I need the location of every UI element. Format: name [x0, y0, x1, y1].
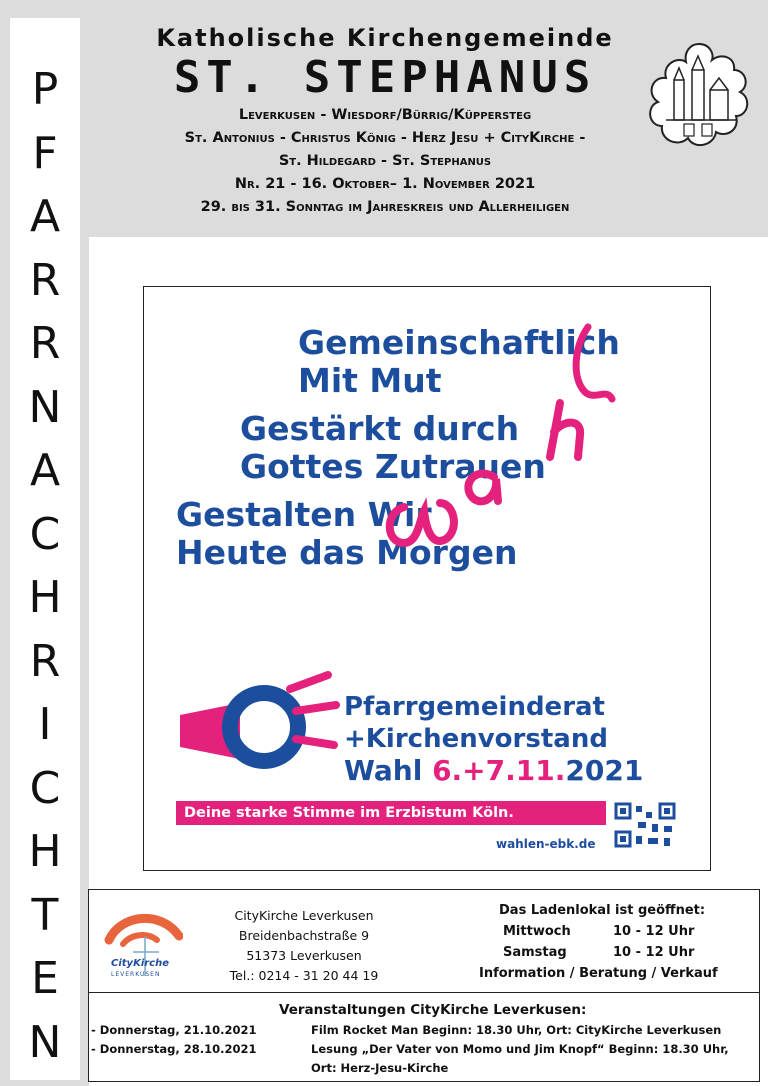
side-letter: N	[28, 1016, 62, 1068]
sunday-line: 29. bis 31. Sonntag im Jahreskreis und Allerheiligen	[200, 199, 570, 215]
church-name: ST. STEPHANUS	[173, 52, 597, 103]
side-letter: E	[31, 953, 59, 1004]
election-poster	[143, 286, 711, 871]
side-letter: R	[29, 635, 61, 687]
parish-label: Katholische Kirchengemeinde	[156, 24, 614, 52]
slogan-bar: Deine starke Stimme im Erzbistum Köln.	[176, 801, 606, 825]
address-street: Breidenbachstraße 9	[238, 928, 370, 943]
churches-line-2: St. Hildegard - St. Stephanus	[278, 153, 492, 169]
side-letter: C	[29, 762, 61, 814]
side-letter: T	[31, 889, 59, 941]
election-title	[344, 691, 643, 787]
side-letter: H	[28, 826, 62, 877]
wahl-year: 2021	[565, 754, 644, 787]
masthead	[90, 18, 680, 219]
election-date-line	[344, 755, 643, 787]
pgr-line-1: Pfarrgemeinderat	[344, 692, 605, 722]
side-letter: N	[28, 381, 62, 433]
side-title	[10, 18, 80, 1080]
address-city: 51373 Leverkusen	[246, 948, 362, 963]
shop-day-2: Samstag	[503, 945, 567, 960]
citykirche-logo-name: CityKirche	[111, 958, 170, 969]
wahl-date: 6.+7.11.	[432, 754, 566, 787]
slogan-line-6: Heute das Morgen	[176, 533, 518, 572]
side-letter: R	[29, 318, 61, 369]
parish-logo-icon	[644, 40, 754, 158]
pgr-line-2: +Kirchenvorstand	[344, 724, 608, 754]
events-title: Veranstaltungen CityKirche Leverkusen:	[279, 1002, 587, 1018]
side-letter: R	[29, 254, 61, 306]
address-phone: Tel.: 0214 - 31 20 44 19	[229, 968, 379, 983]
location-line: Leverkusen - Wiesdorf/Bürrig/Küppersteg	[238, 107, 532, 123]
address-name: CityKirche Leverkusen	[234, 908, 374, 923]
side-letter: I	[38, 699, 52, 750]
issue-line: Nr. 21 - 16. Oktober– 1. November 2021	[234, 176, 536, 192]
event-text-2: Lesung „Der Vater von Momo und Jim Knopf“ Beginn: 18.30 Uhr,	[311, 1042, 729, 1056]
side-letter: A	[29, 191, 61, 242]
citykirche-logo-icon	[103, 906, 183, 978]
shop-note: Information / Beratung / Verkauf	[479, 966, 718, 981]
side-letter: F	[32, 127, 58, 179]
side-letter: C	[29, 508, 61, 560]
event-date-1: - Donnerstag, 21.10.2021	[91, 1023, 257, 1037]
shop-time-1: 10 - 12 Uhr	[613, 924, 695, 939]
event-text-2-location: Ort: Herz-Jesu-Kirche	[311, 1061, 449, 1075]
citykirche-info	[88, 889, 760, 993]
event-date-2: - Donnerstag, 28.10.2021	[91, 1042, 257, 1056]
event-text-1: Film Rocket Man Beginn: 18.30 Uhr, Ort: CityKirche Leverkusen	[311, 1023, 722, 1037]
side-letter: A	[29, 445, 61, 496]
slogan-line-1: Gemeinschaftlich	[298, 323, 620, 362]
side-letter: P	[31, 64, 59, 115]
events-section	[88, 992, 760, 1082]
slogan-line-5: Gestalten Wir	[176, 495, 432, 534]
shop-day-1: Mittwoch	[503, 924, 571, 939]
wahl-brush-overlay-icon	[374, 307, 654, 557]
qr-code-icon	[614, 802, 676, 848]
slogan-line-3: Gestärkt durch	[240, 409, 520, 448]
shop-hours-title: Das Ladenlokal ist geöffnet:	[499, 903, 706, 918]
churches-line: St. Antonius - Christus König - Herz Jesu + CityKirche -	[184, 130, 586, 146]
side-letter: H	[28, 572, 62, 623]
slogan-line-2: Mit Mut	[298, 361, 442, 400]
shop-time-2: 10 - 12 Uhr	[613, 945, 695, 960]
slogan-line-4: Gottes Zutrauen	[240, 447, 546, 486]
megaphone-icon	[172, 667, 342, 787]
website-link[interactable]: wahlen-ebk.de	[496, 837, 596, 851]
wahl-word: Wahl	[344, 754, 423, 787]
citykirche-logo-sub: LEVERKUSEN	[111, 971, 161, 978]
